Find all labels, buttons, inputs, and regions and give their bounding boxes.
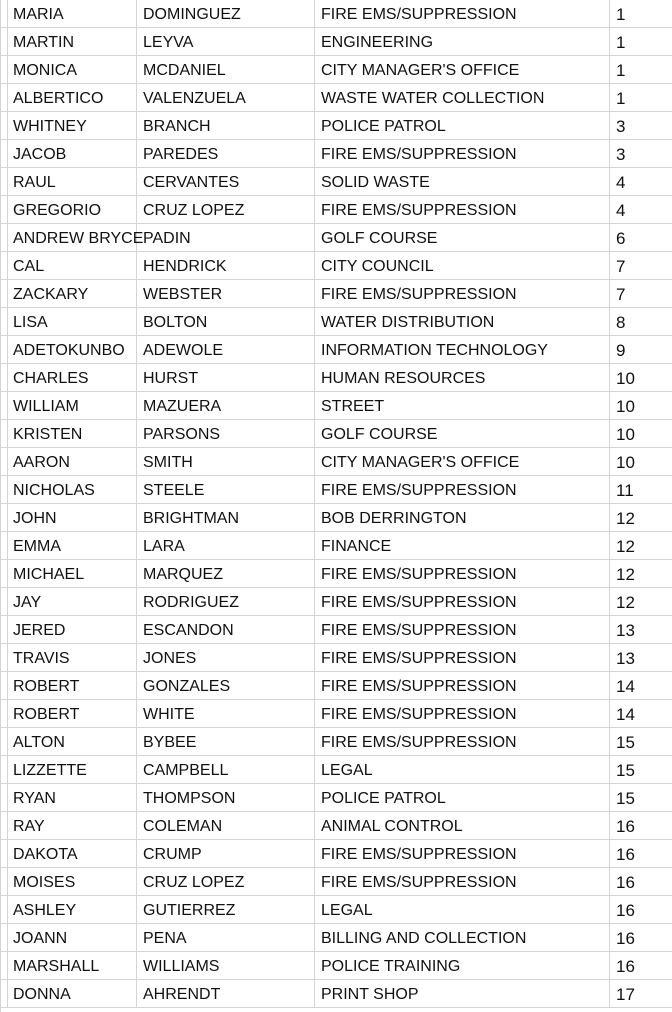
first-name-cell[interactable]: WILLIAM	[8, 392, 137, 419]
department-cell[interactable]: GOLF COURSE	[315, 420, 610, 447]
table-row	[0, 0, 672, 28]
count-cell[interactable]: 17	[616, 984, 635, 1004]
row-gutter-cell[interactable]	[0, 868, 8, 895]
row-gutter-cell[interactable]	[0, 280, 8, 307]
row-gutter-cell[interactable]	[0, 476, 8, 503]
first-name-cell[interactable]: MONICA	[8, 56, 137, 83]
count-cell[interactable]: 16	[616, 872, 635, 892]
first-name-cell[interactable]: GREGORIO	[8, 196, 137, 223]
count-cell[interactable]: 10	[616, 368, 635, 388]
count-cell[interactable]: 15	[616, 788, 635, 808]
last-name-cell[interactable]: BRIGHTMAN	[137, 504, 315, 531]
row-gutter-cell[interactable]	[0, 728, 8, 755]
department-cell[interactable]: INFORMATION TECHNOLOGY	[315, 336, 610, 363]
last-name-cell[interactable]: STEELE	[137, 476, 315, 503]
department-cell[interactable]: FIRE EMS/SUPPRESSION	[315, 0, 610, 27]
row-gutter-cell[interactable]	[0, 168, 8, 195]
last-name-cell[interactable]: PADIN	[137, 224, 315, 251]
last-name-cell[interactable]: PENA	[137, 924, 315, 951]
department-cell[interactable]: LEGAL	[315, 896, 610, 923]
row-gutter-cell[interactable]	[0, 784, 8, 811]
table-row	[0, 672, 672, 700]
table-row	[0, 252, 672, 280]
last-name-cell[interactable]: GUTIERREZ	[137, 896, 315, 923]
department-cell[interactable]: POLICE PATROL	[315, 784, 610, 811]
department-cell[interactable]: FIRE EMS/SUPPRESSION	[315, 728, 610, 755]
table-row	[0, 924, 672, 952]
department-cell[interactable]: HUMAN RESOURCES	[315, 364, 610, 391]
count-cell[interactable]: 10	[616, 452, 635, 472]
department-cell[interactable]: FIRE EMS/SUPPRESSION	[315, 644, 610, 671]
department-cell[interactable]: FIRE EMS/SUPPRESSION	[315, 672, 610, 699]
department-cell[interactable]: POLICE PATROL	[315, 112, 610, 139]
department-cell[interactable]: FIRE EMS/SUPPRESSION	[315, 588, 610, 615]
table-row	[0, 280, 672, 308]
count-cell[interactable]: 11	[616, 480, 634, 500]
count-cell[interactable]: 10	[616, 424, 635, 444]
department-cell[interactable]: BILLING AND COLLECTION	[315, 924, 610, 951]
department-cell[interactable]: POLICE TRAINING	[315, 952, 610, 979]
table-row	[0, 448, 672, 476]
table-row	[0, 868, 672, 896]
row-gutter-cell[interactable]	[0, 560, 8, 587]
department-cell[interactable]: CITY COUNCIL	[315, 252, 610, 279]
last-name-cell[interactable]: GONZALES	[137, 672, 315, 699]
row-gutter-cell[interactable]	[0, 224, 8, 251]
count-cell[interactable]: 14	[616, 676, 635, 696]
department-cell[interactable]: CITY MANAGER'S OFFICE	[315, 448, 610, 475]
table-row	[0, 588, 672, 616]
last-name-cell[interactable]: LARA	[137, 532, 315, 559]
first-name-cell[interactable]: JACOB	[8, 140, 137, 167]
count-cell[interactable]: 7	[616, 256, 626, 276]
table-row	[0, 504, 672, 532]
last-name-cell[interactable]: VALENZUELA	[137, 84, 315, 111]
department-cell[interactable]: FIRE EMS/SUPPRESSION	[315, 840, 610, 867]
last-name-cell[interactable]: ADEWOLE	[137, 336, 315, 363]
department-cell[interactable]: BOB DERRINGTON	[315, 504, 610, 531]
last-name-cell[interactable]: CRUZ LOPEZ	[137, 868, 315, 895]
first-name-cell[interactable]: ALTON	[8, 728, 137, 755]
row-gutter-cell[interactable]	[0, 896, 8, 923]
first-name-cell[interactable]: NICHOLAS	[8, 476, 137, 503]
row-gutter-cell[interactable]	[0, 756, 8, 783]
first-name-cell[interactable]: DONNA	[8, 980, 137, 1007]
table-row	[0, 168, 672, 196]
row-gutter-cell[interactable]	[0, 952, 8, 979]
last-name-cell[interactable]: BRANCH	[137, 112, 315, 139]
count-cell[interactable]: 15	[616, 760, 635, 780]
count-cell[interactable]: 16	[616, 816, 635, 836]
table-row	[0, 28, 672, 56]
count-cell[interactable]: 13	[616, 648, 635, 668]
last-name-cell[interactable]: MAZUERA	[137, 392, 315, 419]
last-name-cell[interactable]: JONES	[137, 644, 315, 671]
first-name-cell[interactable]: ANDREW BRYCE	[8, 224, 137, 251]
table-row	[0, 196, 672, 224]
department-cell[interactable]: FIRE EMS/SUPPRESSION	[315, 700, 610, 727]
first-name-cell[interactable]: ZACKARY	[8, 280, 137, 307]
count-cell[interactable]: 1	[616, 60, 626, 80]
count-cell[interactable]: 4	[616, 172, 626, 192]
last-name-cell[interactable]: BYBEE	[137, 728, 315, 755]
count-cell[interactable]: 10	[616, 396, 635, 416]
last-name-cell[interactable]: SMITH	[137, 448, 315, 475]
table-row	[0, 840, 672, 868]
last-name-cell[interactable]: HENDRICK	[137, 252, 315, 279]
row-gutter-cell[interactable]	[0, 644, 8, 671]
first-name-cell[interactable]: RYAN	[8, 784, 137, 811]
last-name-cell[interactable]: HURST	[137, 364, 315, 391]
first-name-cell[interactable]: MARIA	[8, 0, 137, 27]
first-name-cell[interactable]: LISA	[8, 308, 137, 335]
last-name-cell[interactable]: THOMPSON	[137, 784, 315, 811]
first-name-cell[interactable]: MICHAEL	[8, 560, 137, 587]
row-gutter-cell[interactable]	[0, 420, 8, 447]
table-row	[0, 756, 672, 784]
department-cell[interactable]: LEGAL	[315, 756, 610, 783]
department-cell[interactable]: FIRE EMS/SUPPRESSION	[315, 868, 610, 895]
row-gutter-cell[interactable]	[0, 532, 8, 559]
count-cell[interactable]: 13	[616, 620, 635, 640]
first-name-cell[interactable]: LIZZETTE	[8, 756, 137, 783]
row-gutter-cell[interactable]	[0, 0, 8, 27]
first-name-cell[interactable]: RAY	[8, 812, 137, 839]
table-row	[0, 700, 672, 728]
department-cell[interactable]: FIRE EMS/SUPPRESSION	[315, 140, 610, 167]
count-cell[interactable]: 12	[616, 592, 635, 612]
department-cell[interactable]: FIRE EMS/SUPPRESSION	[315, 616, 610, 643]
row-gutter-cell[interactable]	[0, 252, 8, 279]
first-name-cell[interactable]: EMMA	[8, 532, 137, 559]
table-row	[0, 420, 672, 448]
row-gutter-cell[interactable]	[0, 588, 8, 615]
first-name-cell[interactable]: JOANN	[8, 924, 137, 951]
last-name-cell[interactable]: CAMPBELL	[137, 756, 315, 783]
count-cell[interactable]: 7	[616, 284, 626, 304]
table-row	[0, 224, 672, 252]
row-gutter-cell[interactable]	[0, 840, 8, 867]
department-cell[interactable]: WASTE WATER COLLECTION	[315, 84, 610, 111]
last-name-cell[interactable]: CRUMP	[137, 840, 315, 867]
row-gutter-cell[interactable]	[0, 700, 8, 727]
first-name-cell[interactable]: ROBERT	[8, 672, 137, 699]
row-gutter-cell[interactable]	[0, 336, 8, 363]
department-cell[interactable]: FIRE EMS/SUPPRESSION	[315, 476, 610, 503]
last-name-cell[interactable]: LEYVA	[137, 28, 315, 55]
table-row	[0, 812, 672, 840]
table-row	[0, 84, 672, 112]
row-gutter-cell[interactable]	[0, 112, 8, 139]
first-name-cell[interactable]: JAY	[8, 588, 137, 615]
table-row	[0, 980, 672, 1008]
first-name-cell[interactable]: RAUL	[8, 168, 137, 195]
first-name-cell[interactable]: JOHN	[8, 504, 137, 531]
row-gutter-cell[interactable]	[0, 616, 8, 643]
last-name-cell[interactable]: BOLTON	[137, 308, 315, 335]
first-name-cell[interactable]: ALBERTICO	[8, 84, 137, 111]
department-cell[interactable]: SOLID WASTE	[315, 168, 610, 195]
last-name-cell[interactable]: DOMINGUEZ	[137, 0, 315, 27]
first-name-cell[interactable]: MOISES	[8, 868, 137, 895]
table-row	[0, 560, 672, 588]
last-name-cell[interactable]: COLEMAN	[137, 812, 315, 839]
last-name-cell[interactable]: MARQUEZ	[137, 560, 315, 587]
first-name-cell[interactable]: AARON	[8, 448, 137, 475]
first-name-cell[interactable]: KRISTEN	[8, 420, 137, 447]
count-cell[interactable]: 1	[616, 32, 626, 52]
row-gutter-cell[interactable]	[0, 308, 8, 335]
table-row	[0, 308, 672, 336]
table-row	[0, 140, 672, 168]
first-name-cell[interactable]: ROBERT	[8, 700, 137, 727]
row-gutter-cell[interactable]	[0, 28, 8, 55]
department-cell[interactable]: ANIMAL CONTROL	[315, 812, 610, 839]
first-name-cell[interactable]: MARTIN	[8, 28, 137, 55]
count-cell[interactable]: 1	[616, 88, 626, 108]
row-gutter-cell[interactable]	[0, 504, 8, 531]
count-cell[interactable]: 4	[616, 200, 626, 220]
first-name-cell[interactable]: ASHLEY	[8, 896, 137, 923]
last-name-cell[interactable]: WHITE	[137, 700, 315, 727]
department-cell[interactable]: PRINT SHOP	[315, 980, 610, 1007]
last-name-cell[interactable]: PAREDES	[137, 140, 315, 167]
last-name-cell[interactable]: CRUZ LOPEZ	[137, 196, 315, 223]
table-row	[0, 364, 672, 392]
table-row	[0, 896, 672, 924]
table-row	[0, 112, 672, 140]
department-cell[interactable]: STREET	[315, 392, 610, 419]
last-name-cell[interactable]: WEBSTER	[137, 280, 315, 307]
count-cell[interactable]: 14	[616, 704, 635, 724]
table-row	[0, 728, 672, 756]
count-cell[interactable]: 12	[616, 536, 635, 556]
row-gutter-cell[interactable]	[0, 672, 8, 699]
last-name-cell[interactable]: CERVANTES	[137, 168, 315, 195]
department-cell[interactable]: WATER DISTRIBUTION	[315, 308, 610, 335]
first-name-cell[interactable]: CAL	[8, 252, 137, 279]
first-name-cell[interactable]: TRAVIS	[8, 644, 137, 671]
first-name-cell[interactable]: JERED	[8, 616, 137, 643]
count-cell[interactable]: 16	[616, 900, 635, 920]
table-row	[0, 392, 672, 420]
table-row	[0, 476, 672, 504]
row-gutter-cell[interactable]	[0, 140, 8, 167]
table-row	[0, 644, 672, 672]
count-cell[interactable]: 9	[616, 340, 626, 360]
row-gutter-cell[interactable]	[0, 56, 8, 83]
count-cell[interactable]: 16	[616, 956, 635, 976]
count-cell[interactable]: 1	[616, 4, 626, 24]
last-name-cell[interactable]: WILLIAMS	[137, 952, 315, 979]
department-cell[interactable]: FIRE EMS/SUPPRESSION	[315, 280, 610, 307]
last-name-cell[interactable]: MCDANIEL	[137, 56, 315, 83]
row-gutter-cell[interactable]	[0, 392, 8, 419]
count-cell[interactable]: 3	[616, 116, 626, 136]
count-cell[interactable]: 16	[616, 928, 635, 948]
count-cell[interactable]: 12	[616, 508, 635, 528]
row-gutter-cell[interactable]	[0, 84, 8, 111]
row-gutter-cell[interactable]	[0, 924, 8, 951]
first-name-cell[interactable]: MARSHALL	[8, 952, 137, 979]
count-cell[interactable]: 6	[616, 228, 626, 248]
table-row	[0, 616, 672, 644]
table-row	[0, 784, 672, 812]
last-name-cell[interactable]: ESCANDON	[137, 616, 315, 643]
count-cell[interactable]: 8	[616, 312, 626, 332]
first-name-cell[interactable]: ADETOKUNBO	[8, 336, 137, 363]
department-cell[interactable]: CITY MANAGER'S OFFICE	[315, 56, 610, 83]
row-gutter-cell[interactable]	[0, 448, 8, 475]
count-cell[interactable]: 12	[616, 564, 635, 584]
row-gutter-cell[interactable]	[0, 364, 8, 391]
last-name-cell[interactable]: RODRIGUEZ	[137, 588, 315, 615]
department-cell[interactable]: FIRE EMS/SUPPRESSION	[315, 196, 610, 223]
table-row	[0, 56, 672, 84]
count-cell[interactable]: 16	[616, 844, 635, 864]
row-gutter-cell[interactable]	[0, 812, 8, 839]
row-gutter-cell[interactable]	[0, 196, 8, 223]
last-name-cell[interactable]: PARSONS	[137, 420, 315, 447]
last-name-cell[interactable]: AHRENDT	[137, 980, 315, 1007]
row-gutter-cell[interactable]	[0, 980, 8, 1007]
table-row	[0, 336, 672, 364]
first-name-cell[interactable]: CHARLES	[8, 364, 137, 391]
department-cell[interactable]: FIRE EMS/SUPPRESSION	[315, 560, 610, 587]
count-cell[interactable]: 3	[616, 144, 626, 164]
department-cell[interactable]: ENGINEERING	[315, 28, 610, 55]
department-cell[interactable]: FINANCE	[315, 532, 610, 559]
table-row	[0, 532, 672, 560]
count-cell[interactable]: 15	[616, 732, 635, 752]
department-cell[interactable]: GOLF COURSE	[315, 224, 610, 251]
first-name-cell[interactable]: DAKOTA	[8, 840, 137, 867]
first-name-cell[interactable]: WHITNEY	[8, 112, 137, 139]
table-row	[0, 952, 672, 980]
